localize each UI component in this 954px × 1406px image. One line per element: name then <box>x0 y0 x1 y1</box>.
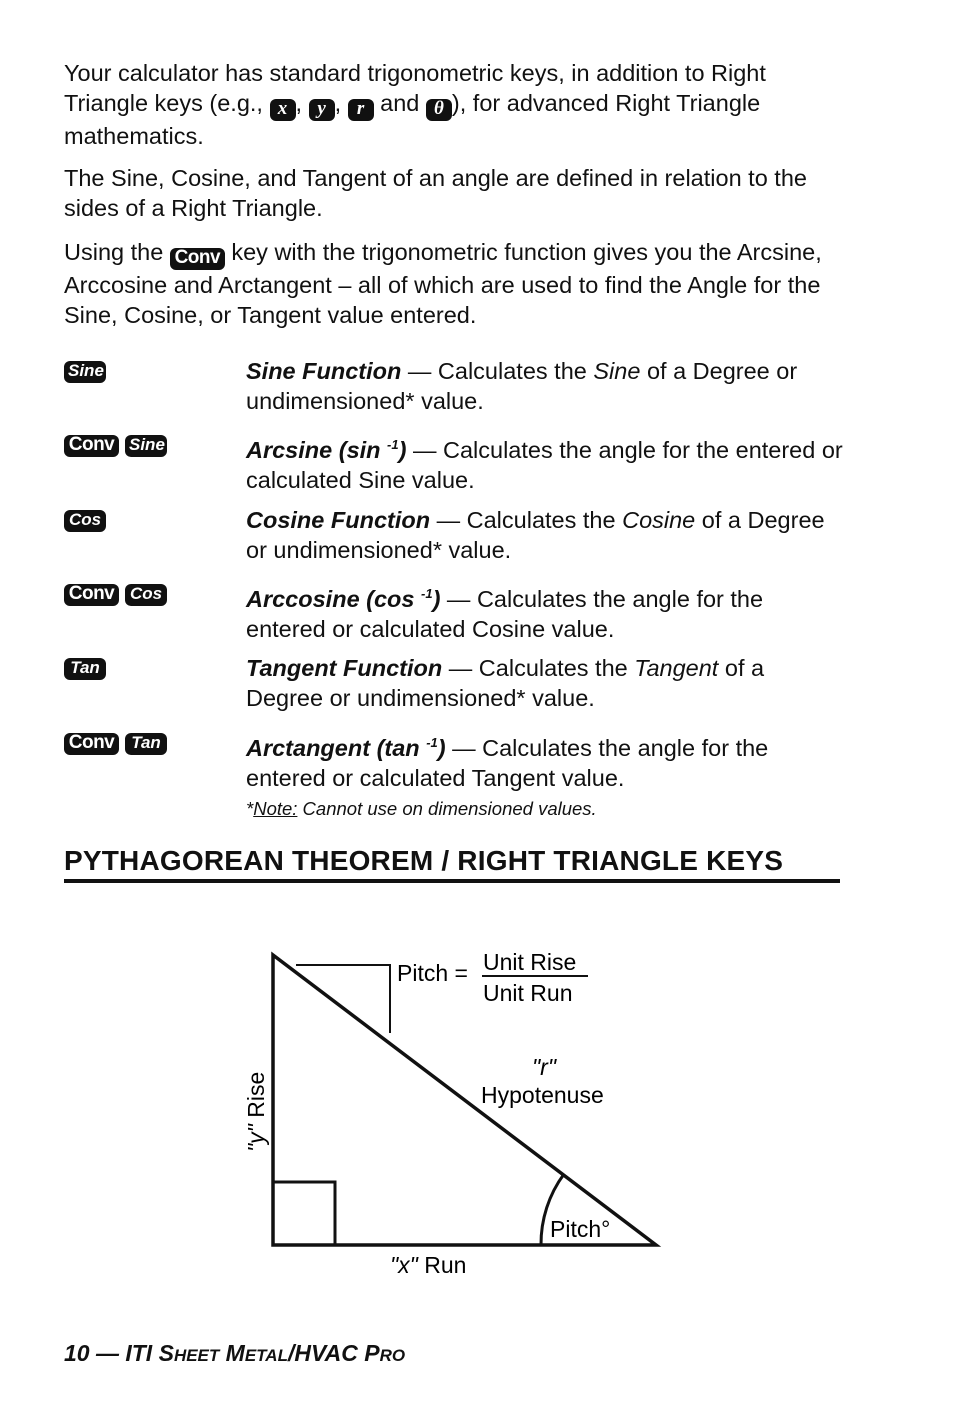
function-keys <box>64 509 112 532</box>
x-key-icon: x <box>270 99 296 121</box>
tan-key-icon: Tan <box>125 733 167 755</box>
r-label: "r" <box>532 1054 556 1080</box>
theta-key-icon: θ <box>426 99 452 121</box>
function-title: Arccosine (cos $^{-1}$) <box>246 585 441 612</box>
function-title: Cosine Function <box>246 507 431 533</box>
x-run-label: "x" Run <box>390 1252 467 1278</box>
conv-key-icon: Conv <box>64 584 119 606</box>
function-keys <box>64 732 173 755</box>
conv-key-icon: Conv <box>64 733 119 755</box>
pitch-step-marker <box>296 965 390 1033</box>
function-description: Tangent Function — Calculates the Tangent of a Degree or undimensioned* value. <box>246 655 765 711</box>
function-title: Tangent Function <box>246 655 443 681</box>
function-keys <box>64 434 173 457</box>
intro-paragraph-3: Using the Conv key with the trigonometric function gives you the Arcsine, Arccosine and Arctangent – all of which are used to find the Angle for the Sine, Cosine, or Tangent value entered. <box>64 239 822 328</box>
conv-key-icon: Conv <box>170 248 225 270</box>
footnote: *Note: Cannot use on dimensioned values. <box>246 798 597 819</box>
sine-key-icon: Sine <box>64 361 106 383</box>
unit-rise-label: Unit Rise <box>483 949 577 975</box>
intro-paragraph-1: Your calculator has standard trigonometric keys, in addition to Right Triangle keys (e.g., x , y , r and θ ), for advanced Right Triangle mathematics. <box>64 60 766 149</box>
page-footer: 10 — ITI SHEET METAL/HVAC PRO <box>64 1340 406 1366</box>
cos-key-icon: Cos <box>125 584 167 606</box>
function-description: Arccosine (cos $^{-1}$) — Calculates the angle for the entered or calculated Cosine value. <box>246 585 764 642</box>
r-key-icon: r <box>348 99 374 121</box>
function-description: Cosine Function — Calculates the Cosine of a Degree or undimensioned* value. <box>246 507 825 563</box>
hypotenuse-label: Hypotenuse <box>481 1082 604 1108</box>
function-description: Sine Function — Calculates the Sine of a Degree or undimensioned* value. <box>246 358 798 414</box>
pitch-equals-label: Pitch = <box>397 960 468 986</box>
y-rise-label: "y" Rise <box>243 1071 269 1152</box>
right-angle-marker <box>273 1182 335 1245</box>
cos-key-icon: Cos <box>64 510 106 532</box>
function-keys <box>64 657 112 680</box>
function-description: Arcsine (sin $^{-1}$) — Calculates the angle for the entered or calculated Sine value. <box>246 436 843 493</box>
y-key-icon: y <box>309 99 335 121</box>
unit-run-label: Unit Run <box>483 980 573 1006</box>
function-title: Arcsine (sin $^{-1}$) <box>246 436 407 463</box>
function-keys <box>64 360 112 383</box>
conv-key-icon: Conv <box>64 435 119 457</box>
right-triangle-diagram <box>0 900 954 1300</box>
sine-key-icon: Sine <box>125 435 167 457</box>
intro-paragraph-2: The Sine, Cosine, and Tangent of an angle are defined in relation to the sides of a Right Triangle. <box>64 165 807 221</box>
function-title: Sine Function <box>246 358 402 384</box>
pitch-angle-label: Pitch° <box>550 1216 611 1242</box>
tan-key-icon: Tan <box>64 658 106 680</box>
section-heading: PYTHAGOREAN THEOREM / RIGHT TRIANGLE KEYS <box>64 845 840 883</box>
function-keys <box>64 583 173 606</box>
function-title: Arctangent (tan $^{-1}$) <box>246 734 446 761</box>
function-description: Arctangent (tan $^{-1}$) — Calculates the angle for the entered or calculated Tangent value. <box>246 734 769 791</box>
